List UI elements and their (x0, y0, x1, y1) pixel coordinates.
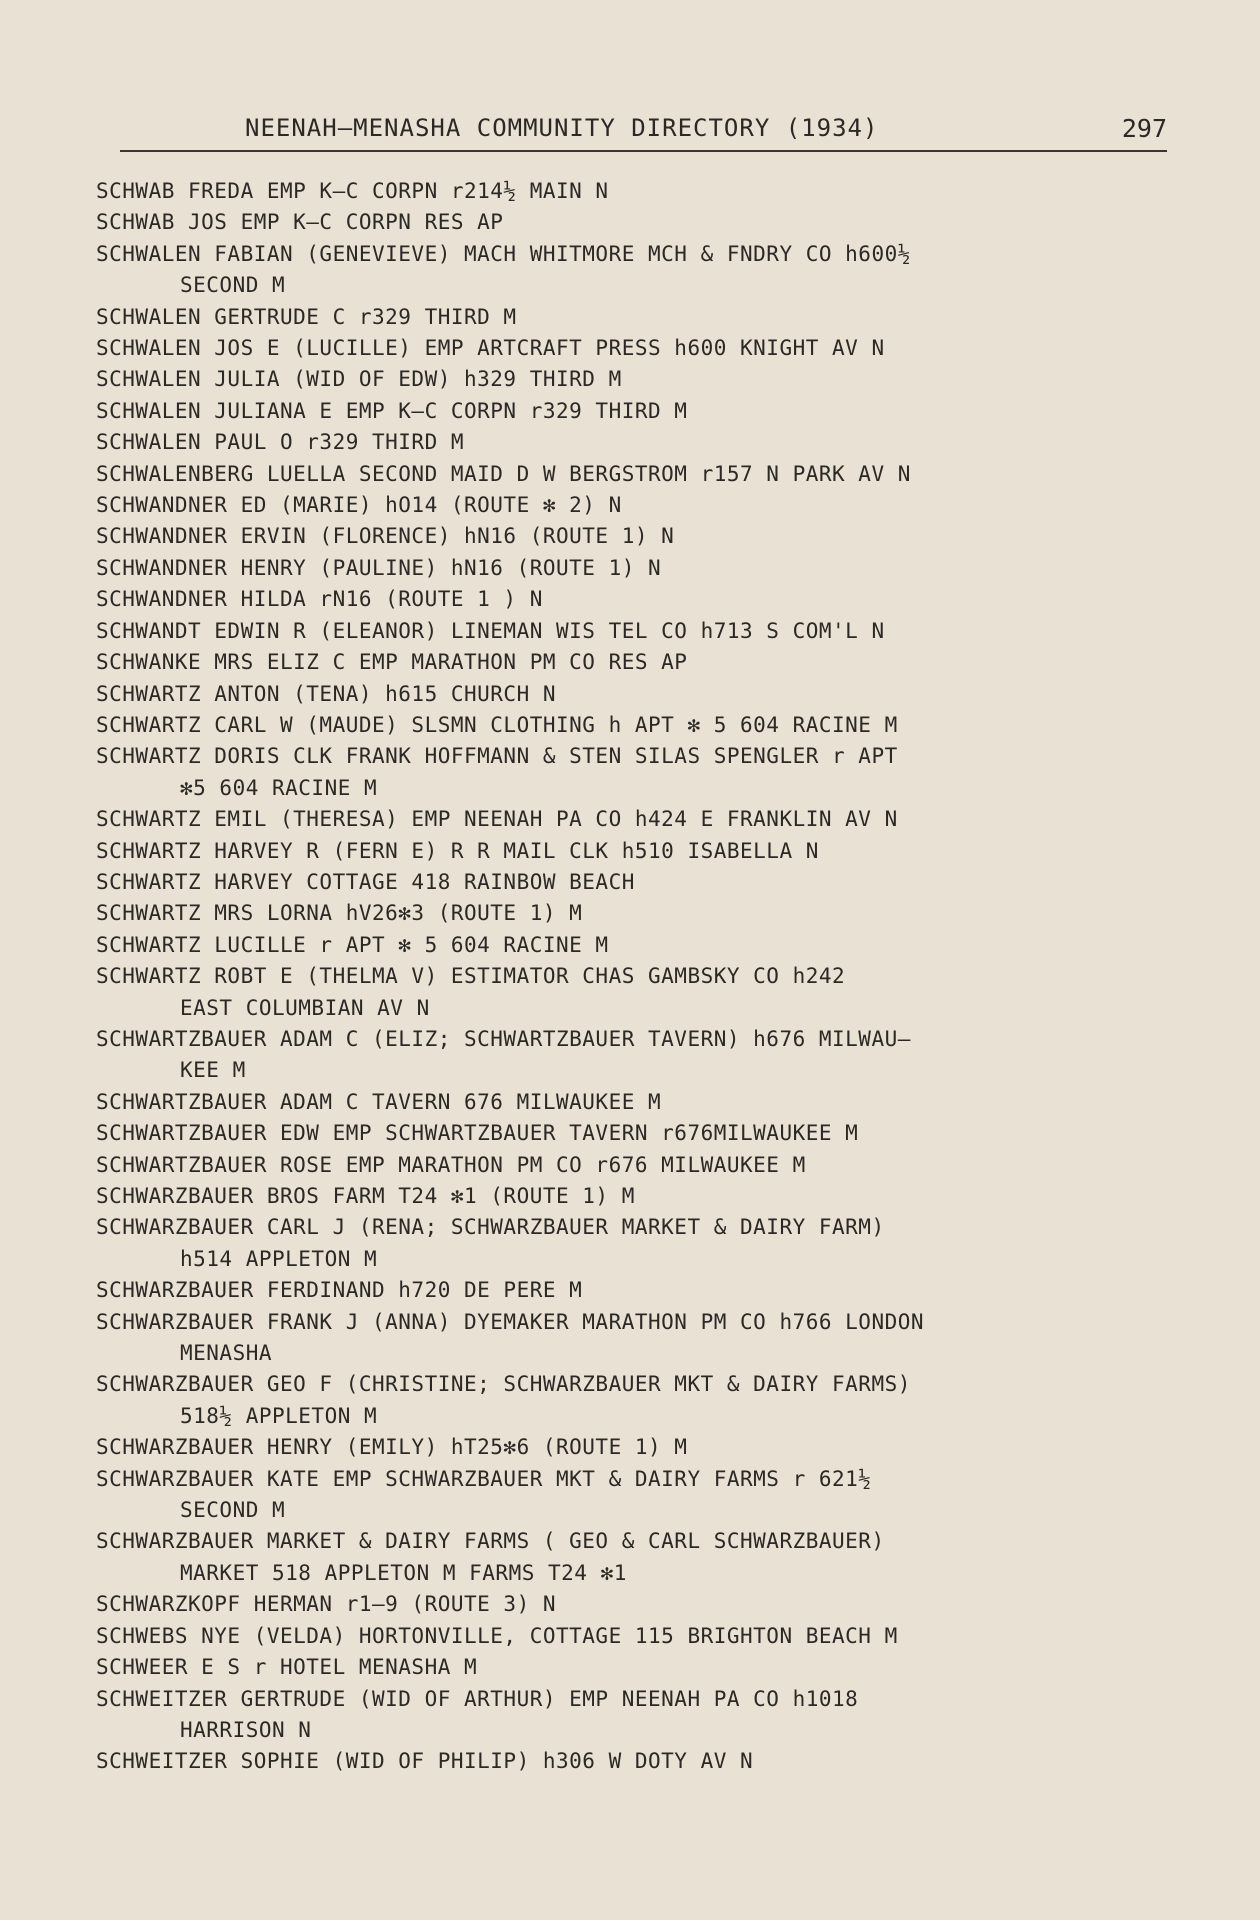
entry-line: SCHWANDNER ERVIN (FLORENCE) hN16 (ROUTE 1) N (96, 524, 675, 549)
entry-line: SCHWALEN JULIA (WID OF EDW) h329 THIRD M (96, 367, 622, 392)
directory-entries (96, 176, 1196, 1778)
entry-line: SCHWANDNER ED (MARIE) hO14 (ROUTE ✻ 2) N (96, 493, 622, 518)
entry-continuation: SECOND M (180, 273, 286, 298)
entry-continuation: HARRISON N (180, 1717, 312, 1742)
entry-continuation: EAST COLUMBIAN AV N (180, 995, 430, 1020)
entry-line: SCHWALEN JULIANA E EMP K—C CORPN r329 THIRD M (96, 398, 688, 423)
entry-line: SCHWALEN JOS E (LUCILLE) EMP ARTCRAFT PRESS h600 KNIGHT AV N (96, 336, 885, 361)
entry-continuation: ✻5 604 RACINE M (180, 775, 378, 800)
entry-line: SCHWALEN PAUL O r329 THIRD M (96, 430, 465, 455)
entry-line: SCHWEER E S r HOTEL MENASHA M (96, 1655, 478, 1680)
entry-line: SCHWARTZ LUCILLE r APT ✻ 5 604 RACINE M (96, 932, 609, 957)
entry-continuation: MENASHA (180, 1341, 273, 1366)
entry-continuation: MARKET 518 APPLETON M FARMS T24 ✻1 (180, 1560, 627, 1585)
entry-line: SCHWARZBAUER HENRY (EMILY) hT25✻6 (ROUTE 1) M (96, 1435, 688, 1460)
entry-line: SCHWARTZ EMIL (THERESA) EMP NEENAH PA CO h424 E FRANKLIN AV N (96, 807, 898, 832)
entry-line: SCHWARZBAUER FERDINAND h720 DE PERE M (96, 1278, 583, 1303)
entry-continuation: 518½ APPLETON M (180, 1403, 378, 1428)
entry-line: SCHWARTZ ROBT E (THELMA V) ESTIMATOR CHAS GAMBSKY CO h242 (96, 964, 846, 989)
page-header (120, 108, 1167, 152)
entry-line: SCHWANDNER HENRY (PAULINE) hN16 (ROUTE 1) N (96, 555, 662, 580)
entry-line: SCHWARZBAUER GEO F (CHRISTINE; SCHWARZBAUER MKT & DAIRY FARMS) (96, 1372, 911, 1397)
entry-line: SCHWAB FREDA EMP K—C CORPN r214½ MAIN N (96, 179, 609, 203)
entry-line: SCHWARZBAUER FRANK J (ANNA) DYEMAKER MARATHON PM CO h766 LONDON (96, 1309, 925, 1334)
entry-line: SCHWARZBAUER MARKET & DAIRY FARMS ( GEO & CARL SCHWARZBAUER) (96, 1529, 885, 1554)
entry-line: SCHWARTZ DORIS CLK FRANK HOFFMANN & STEN SILAS SPENGLER r APT (96, 744, 898, 769)
entry-line: SCHWARTZBAUER ROSE EMP MARATHON PM CO r676 MILWAUKEE M (96, 1152, 806, 1177)
entry-line: SCHWALENBERG LUELLA SECOND MAID D W BERGSTROM r157 N PARK AV N (96, 461, 911, 486)
page-title: NEENAH—MENASHA COMMUNITY DIRECTORY (1934) (245, 114, 879, 142)
entry-line: SCHWANKE MRS ELIZ C EMP MARATHON PM CO RES AP (96, 650, 688, 675)
entry-line: SCHWANDNER HILDA rN16 (ROUTE 1 ) N (96, 587, 543, 612)
entry-line: SCHWEBS NYE (VELDA) HORTONVILLE, COTTAGE 115 BRIGHTON BEACH M (96, 1623, 898, 1648)
entry-line: SCHWARTZ HARVEY R (FERN E) R R MAIL CLK h510 ISABELLA N (96, 838, 819, 863)
entry-line: SCHWARZBAUER CARL J (RENA; SCHWARZBAUER MARKET & DAIRY FARM) (96, 1215, 885, 1240)
entry-line: SCHWANDT EDWIN R (ELEANOR) LINEMAN WIS TEL CO h713 S COM'L N (96, 618, 885, 643)
entry-line: SCHWARZBAUER KATE EMP SCHWARZBAUER MKT & DAIRY FARMS r 621½ (96, 1466, 872, 1491)
entry-line: SCHWARTZBAUER ADAM C (ELIZ; SCHWARTZBAUER TAVERN) h676 MILWAU— (96, 1026, 911, 1051)
entry-line: SCHWEITZER SOPHIE (WID OF PHILIP) h306 W DOTY AV N (96, 1749, 754, 1774)
entry-line: SCHWARTZ ANTON (TENA) h615 CHURCH N (96, 681, 557, 706)
entry-line: SCHWARTZ MRS LORNA hV26✻3 (ROUTE 1) M (96, 901, 583, 926)
entry-line: SCHWARTZBAUER EDW EMP SCHWARTZBAUER TAVERN r676MILWAUKEE M (96, 1121, 859, 1146)
entry-line: SCHWARTZ CARL W (MAUDE) SLSMN CLOTHING h APT ✻ 5 604 RACINE M (96, 712, 898, 737)
entry-line: SCHWARZBAUER BROS FARM T24 ✻1 (ROUTE 1) M (96, 1184, 635, 1208)
entry-continuation: h514 APPLETON M (180, 1246, 378, 1271)
entry-line: SCHWARTZBAUER ADAM C TAVERN 676 MILWAUKEE M (96, 1089, 662, 1114)
entry-line: SCHWALEN FABIAN (GENEVIEVE) MACH WHITMORE MCH & FNDRY CO h600½ (96, 241, 911, 266)
entry-continuation: KEE M (180, 1058, 246, 1083)
entry-line: SCHWEITZER GERTRUDE (WID OF ARTHUR) EMP NEENAH PA CO h1018 (96, 1686, 859, 1711)
entry-line: SCHWARZKOPF HERMAN r1—9 (ROUTE 3) N (96, 1592, 557, 1617)
entry-line: SCHWAB JOS EMP K—C CORPN RES AP (96, 210, 504, 235)
entry-line: SCHWARTZ HARVEY COTTAGE 418 RAINBOW BEACH (96, 869, 635, 894)
page-number: 297 (1121, 114, 1167, 143)
entry-continuation: SECOND M (180, 1498, 286, 1523)
entry-line: SCHWALEN GERTRUDE C r329 THIRD M (96, 304, 517, 329)
